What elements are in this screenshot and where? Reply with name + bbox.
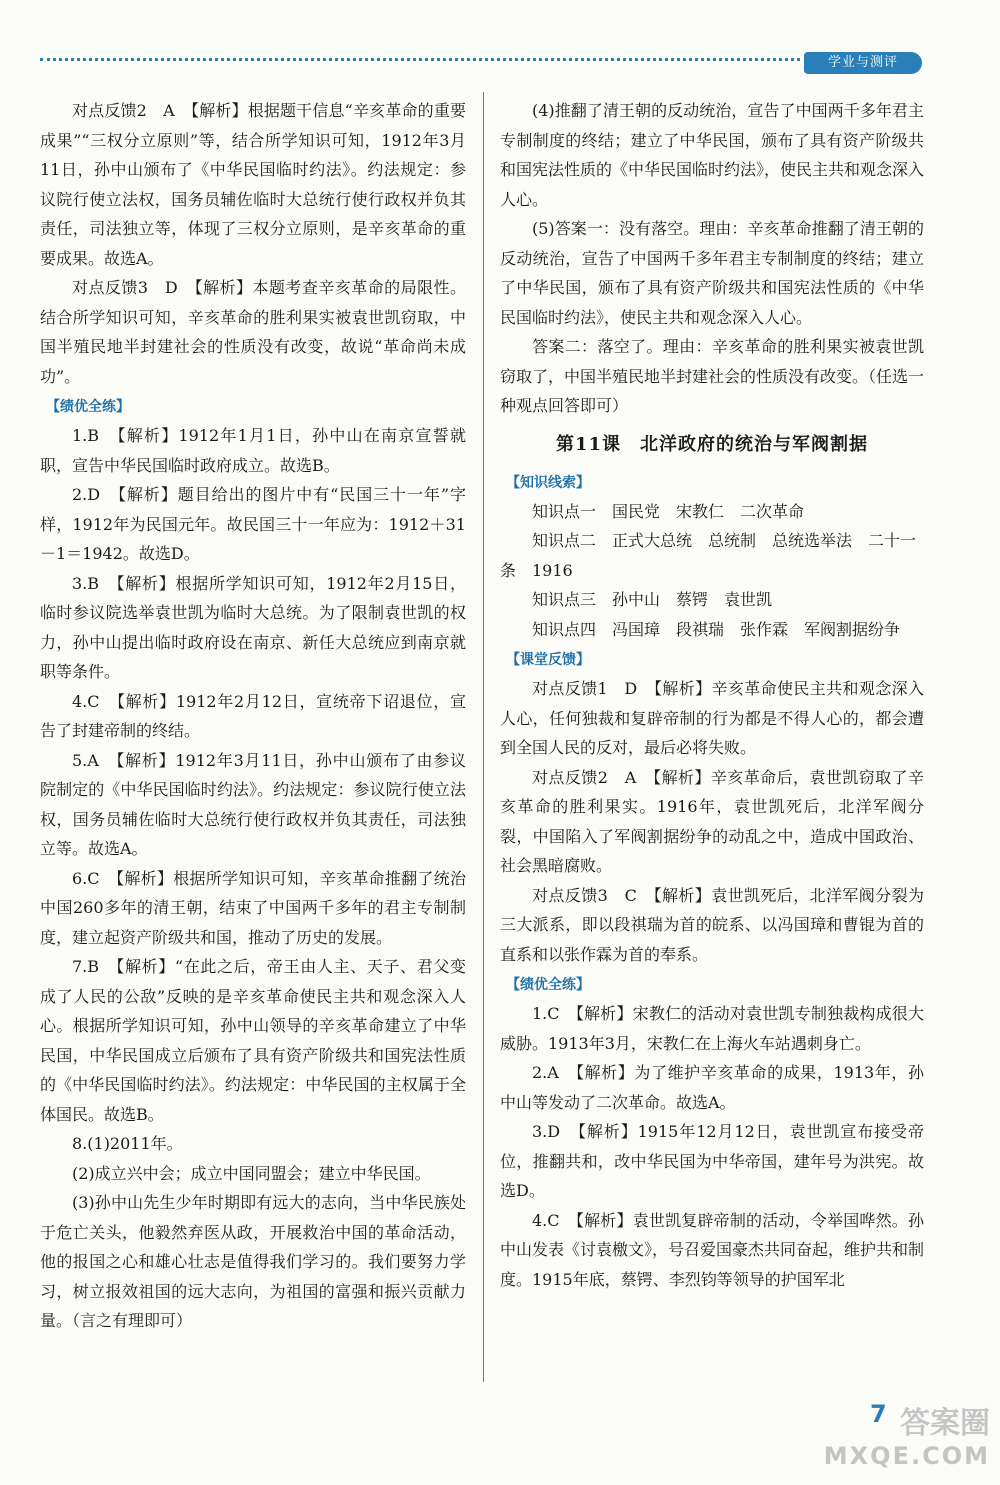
answer-item: 2.A 【解析】为了维护辛亥革命的成果，1913年，孙中山等发动了二次革命。故选A。 <box>500 1063 924 1112</box>
column-divider <box>483 92 484 1382</box>
paragraph: 对点反馈3 D 【解析】本题考查辛亥革命的局限性。结合所学知识可知，辛亥革命的胜利果实被袁世凯窃取，中国半殖民地半封建社会的性质没有改变，故说“革命尚未成功”。 <box>40 278 466 386</box>
section-heading: 【课堂反馈】 <box>506 652 590 668</box>
answer-item: (3)孙中山先生少年时期即有远大的志向，当中华民族处于危亡关头，他毅然弃医从政，开展救治中国的革命活动，他的报国之心和雄心壮志是值得我们学习的。我们要努力学习，树立报效祖国的远大志向，为祖国的富强和振兴贡献力量。（言之有理即可） <box>40 1193 466 1330</box>
feedback-item: 对点反馈2 A 【解析】辛亥革命后，袁世凯窃取了辛亥革命的胜利果实。1916年，袁世凯死后，北洋军阀分裂，中国陷入了军阀割据纷争的动乱之中，造成中国政治、社会黑暗腐败。 <box>500 767 924 875</box>
knowledge-point: 知识点一 国民党 宋教仁 二次革命 <box>532 501 805 521</box>
answer-item: 1.C 【解析】宋教仁的活动对袁世凯专制独裁构成很大威胁。1913年3月，宋教仁在上海火车站遇刺身亡。 <box>500 1004 924 1053</box>
answer-item: (4)推翻了清王朝的反动统治，宣告了中国两千多年君主专制制度的终结；建立了中华民国，颁布了具有资产阶级共和国宪法性质的《中华民国临时约法》，使民主共和观念深入人心。 <box>500 101 925 209</box>
answer-item: 7.B 【解析】“在此之后，帝王由人主、天子、君父变成了人民的公敌”反映的是辛亥革命使民主共和观念深入人心。根据所学知识可知，孙中山领导的辛亥革命建立了中华民国，中华民国成立后颁布了具有资产阶级共和国宪法性质的《中华民国临时约法》。约法规定：中华民国的主权属于全体国民。故选B。 <box>40 957 466 1124</box>
answer-item: 1.B 【解析】1912年1月1日，孙中山在南京宣誓就职，宣告中华民国临时政府成立。故选B。 <box>40 426 466 475</box>
paragraph: 对点反馈2 A 【解析】根据题干信息“辛亥革命的重要成果”“三权分立原则”等，结合所学知识可知，1912年3月11日，孙中山颁布了《中华民国临时约法》。约法规定：参议院行使立法权，国务员辅佐临时大总统行使行政权并负其责任，司法独立等，体现了三权分立原则，是辛亥革命的重要成果。故选A。 <box>40 101 466 268</box>
knowledge-point: 知识点二 正式大总统 总统制 总统选举法 二十一条 1916 <box>500 531 917 580</box>
answer-item: 5.A 【解析】1912年3月11日，孙中山颁布了由参议院制定的《中华民国临时约法》。约法规定：参议院行使立法权，国务员辅佐临时大总统行使行政权并负其责任，司法独立等。故选A。 <box>40 750 466 858</box>
answer-item: 3.D 【解析】1915年12月12日，袁世凯宣布接受帝位，推翻共和，改中华民国为中华帝国，建年号为洪宪。故选D。 <box>500 1122 924 1200</box>
watermark-text: 答案圈 <box>900 1406 990 1441</box>
knowledge-point: 知识点三 孙中山 蔡锷 袁世凯 <box>532 590 773 609</box>
section-heading: 【绩优全练】 <box>506 977 590 993</box>
lesson-title: 第11课 北洋政府的统治与军阀割据 <box>555 433 869 455</box>
answer-item: 8.(1)2011年。 <box>72 1134 183 1153</box>
header-dotted-rule <box>40 58 800 61</box>
answer-item: 6.C 【解析】根据所学知识可知，辛亥革命推翻了统治中国260多年的清王朝，结束了中国两千多年的君主专制制度，建立起资产阶级共和国，推动了历史的发展。 <box>40 868 466 947</box>
answer-item: 4.C 【解析】1912年2月12日，宣统帝下诏退位，宣告了封建帝制的终结。 <box>40 691 466 740</box>
right-column <box>500 96 924 1294</box>
watermark-logo <box>800 1408 990 1478</box>
section-heading: 【知识线索】 <box>506 474 590 491</box>
knowledge-point: 知识点四 冯国璋 段祺瑞 张作霖 军阀割据纷争 <box>532 619 901 639</box>
answer-item: (2)成立兴中会；成立中国同盟会；建立中华民国。 <box>72 1163 431 1183</box>
feedback-item: 对点反馈1 D 【解析】辛亥革命使民主共和观念深入人心，任何独裁和复辟帝制的行为都是不得人心的，都会遭到全国人民的反对，最后必将失败。 <box>500 679 924 757</box>
watermark-url: MXQE.COM <box>823 1442 990 1470</box>
answer-item: 答案二：落空了。理由：辛亥革命的胜利果实被袁世凯窃取了，中国半殖民地半封建社会的性质没有改变。（任选一种观点回答即可） <box>500 337 925 415</box>
left-column <box>40 96 466 1336</box>
answer-item: 4.C 【解析】袁世凯复辟帝制的活动，令举国哗然。孙中山发表《讨袁檄文》，号召爱国豪杰共同奋起，维护共和制度。1915年底，蔡锷、李烈钧等领导的护国军北 <box>500 1210 925 1289</box>
header-badge: 学业与测评 <box>804 52 922 74</box>
feedback-item: 对点反馈3 C 【解析】袁世凯死后，北洋军阀分裂为三大派系，即以段祺瑞为首的皖系、以冯国璋和曹锟为首的直系和以张作霖为首的奉系。 <box>500 885 924 964</box>
answer-item: 3.B 【解析】根据所学知识可知，1912年2月15日，临时参议院选举袁世凯为临时大总统。为了限制袁世凯的权力，孙中山提出临时政府设在南京、新任大总统应到南京就职等条件。 <box>40 573 466 681</box>
answer-item: (5)答案一：没有落空。理由：辛亥革命推翻了清王朝的反动统治，宣告了中国两千多年君主专制制度的终结；建立了中华民国，颁布了具有资产阶级共和国宪法性质的《中华民国临时约法》，使民主共和观念深入人心。 <box>500 219 924 327</box>
section-heading: 【绩优全练】 <box>46 399 130 415</box>
answer-item: 2.D 【解析】题目给出的图片中有“民国三十一年”字样，1912年为民国元年。故民国三十一年应为：1912＋31－1＝1942。故选D。 <box>40 485 466 563</box>
page-number: 7 <box>870 1400 887 1428</box>
